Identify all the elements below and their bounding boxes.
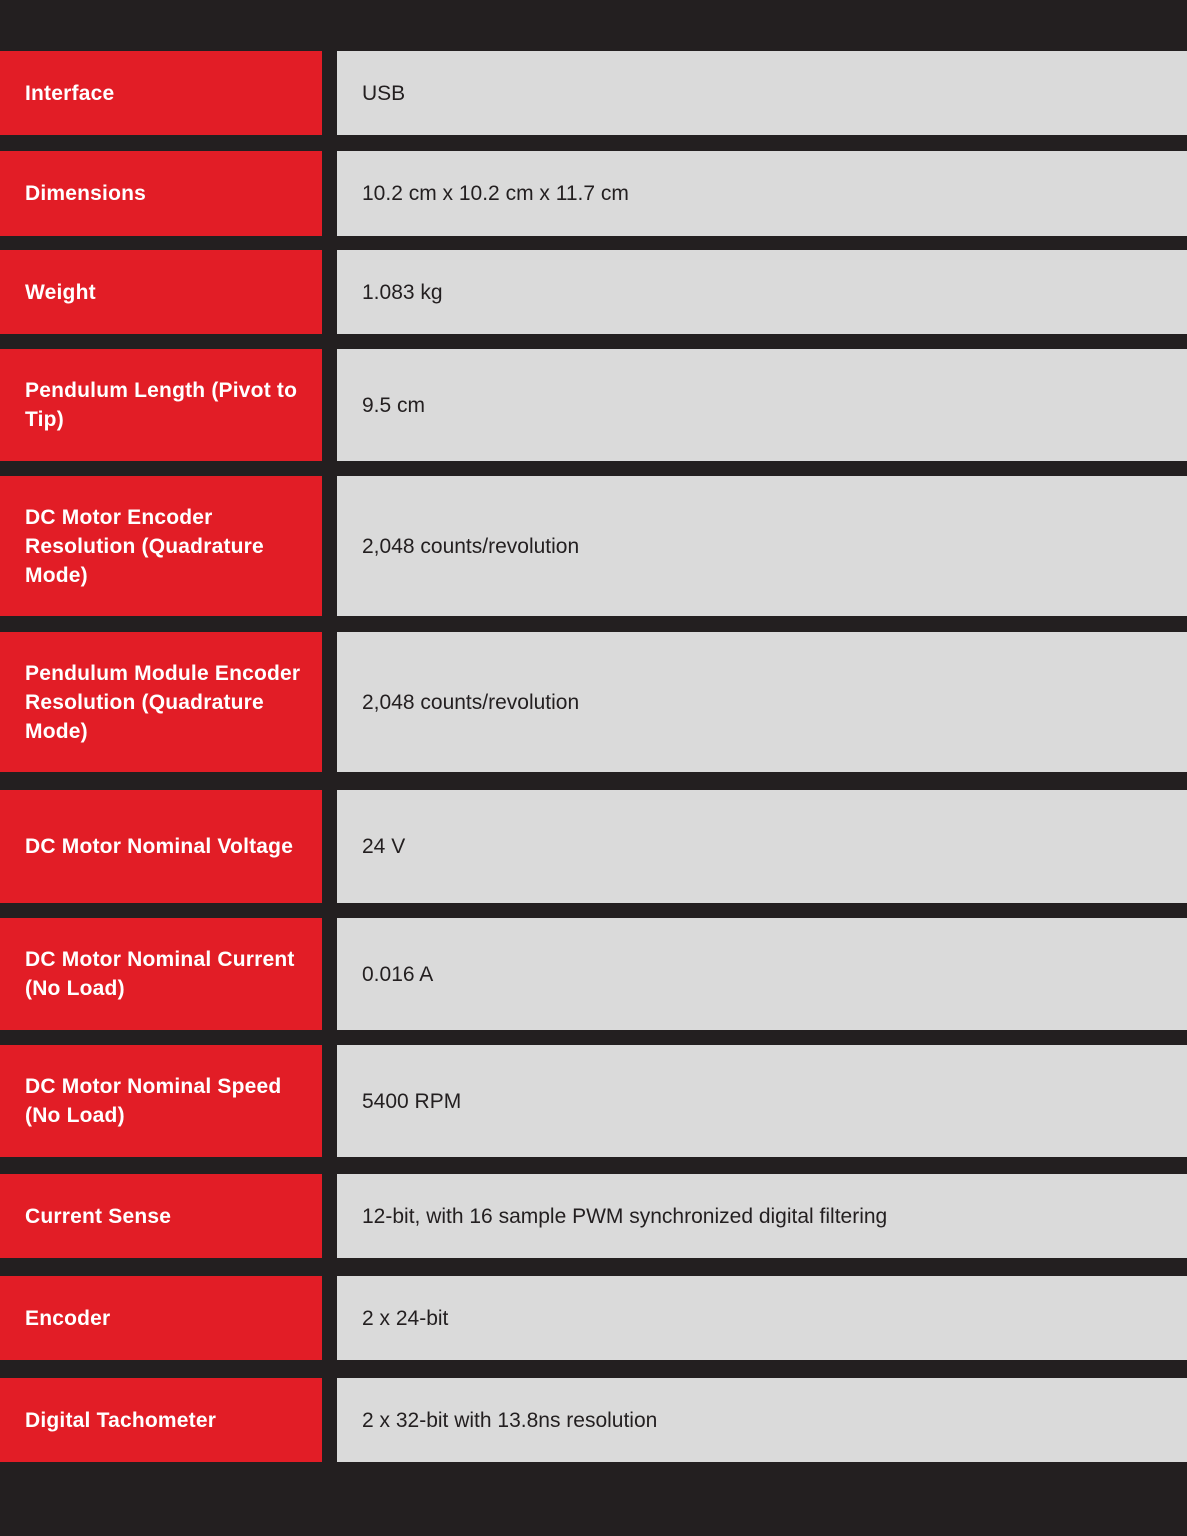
spec-value: 2 x 24-bit	[337, 1276, 1187, 1360]
spec-row-motor-current	[0, 918, 1187, 1030]
spec-label: DC Motor Nominal Speed (No Load)	[0, 1045, 322, 1157]
spec-label: Pendulum Module Encoder Resolution (Quadrature Mode)	[0, 632, 322, 772]
spec-value: 0.016 A	[337, 918, 1187, 1030]
spec-label: Current Sense	[0, 1174, 322, 1258]
spec-row-motor-voltage	[0, 790, 1187, 903]
spec-value: 9.5 cm	[337, 349, 1187, 461]
spec-value: 12-bit, with 16 sample PWM synchronized digital filtering	[337, 1174, 1187, 1258]
spec-row-motor-encoder-resolution	[0, 476, 1187, 616]
spec-value: USB	[337, 51, 1187, 135]
spec-value: 2,048 counts/revolution	[337, 476, 1187, 616]
spec-label: DC Motor Nominal Current (No Load)	[0, 918, 322, 1030]
spec-value: 2,048 counts/revolution	[337, 632, 1187, 772]
spec-value: 24 V	[337, 790, 1187, 903]
spec-label: Pendulum Length (Pivot to Tip)	[0, 349, 322, 461]
spec-value: 1.083 kg	[337, 250, 1187, 334]
spec-label: Dimensions	[0, 151, 322, 236]
spec-label: Interface	[0, 51, 322, 135]
spec-row-motor-speed	[0, 1045, 1187, 1157]
spec-row-interface	[0, 51, 1187, 135]
spec-row-current-sense	[0, 1174, 1187, 1258]
spec-label: Digital Tachometer	[0, 1378, 322, 1462]
spec-value: 10.2 cm x 10.2 cm x 11.7 cm	[337, 151, 1187, 236]
spec-label: DC Motor Nominal Voltage	[0, 790, 322, 903]
spec-value: 5400 RPM	[337, 1045, 1187, 1157]
spec-row-weight	[0, 250, 1187, 334]
spec-label: DC Motor Encoder Resolution (Quadrature Mode)	[0, 476, 322, 616]
spec-row-pendulum-length	[0, 349, 1187, 461]
spec-row-pendulum-encoder-resolution	[0, 632, 1187, 772]
spec-label: Weight	[0, 250, 322, 334]
spec-label: Encoder	[0, 1276, 322, 1360]
spec-row-digital-tachometer	[0, 1378, 1187, 1462]
spec-value: 2 x 32-bit with 13.8ns resolution	[337, 1378, 1187, 1462]
spec-row-dimensions	[0, 151, 1187, 236]
spec-row-encoder	[0, 1276, 1187, 1360]
